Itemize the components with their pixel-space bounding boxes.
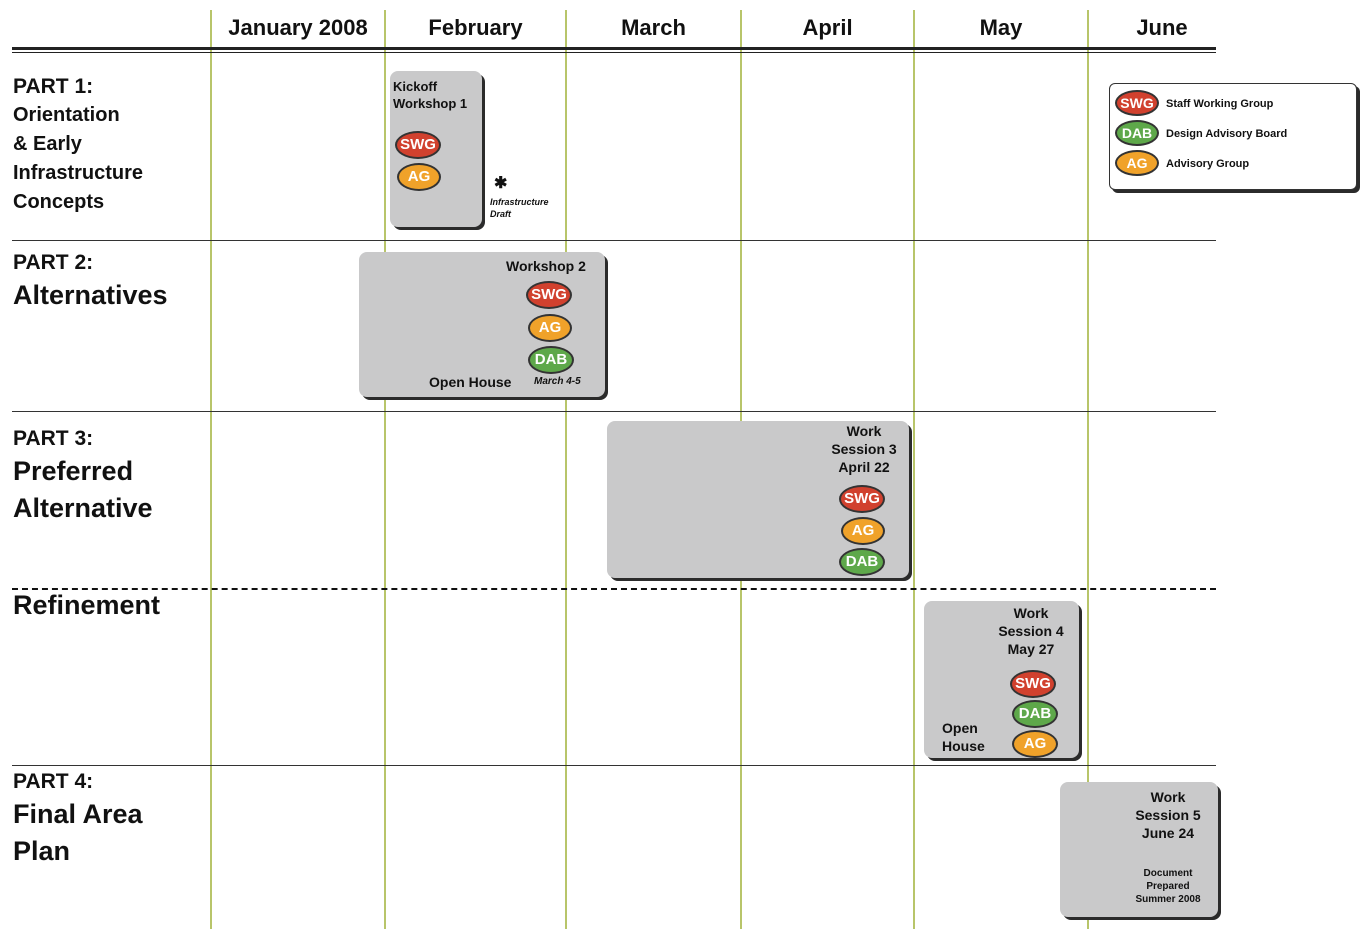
legend-box bbox=[1109, 83, 1357, 190]
row-label-part3 bbox=[13, 424, 153, 527]
part3-title-2: Alternative bbox=[13, 493, 153, 523]
legend-dab-label: Design Advisory Board bbox=[1166, 128, 1288, 140]
infrastructure-draft-label-2: Draft bbox=[490, 209, 512, 219]
workshop2-title: Workshop 2 bbox=[506, 258, 586, 274]
legend-dab-badge: DAB bbox=[1115, 120, 1159, 146]
session3-dab-badge: DAB bbox=[839, 548, 885, 576]
row-divider-3-dashed bbox=[12, 588, 1216, 590]
session4-open-house-1: Open bbox=[942, 720, 978, 736]
row-label-part2 bbox=[13, 248, 168, 314]
infrastructure-draft-label-1: Infrastructure bbox=[490, 197, 549, 207]
gridline-feb bbox=[384, 10, 386, 929]
month-header-mar: March bbox=[621, 15, 686, 40]
row-divider-1 bbox=[12, 240, 1216, 241]
gridline-may bbox=[913, 10, 915, 929]
part3-title-1: Preferred bbox=[13, 456, 134, 486]
workshop2-swg-badge: SWG bbox=[526, 281, 572, 309]
row-label-refinement bbox=[13, 587, 160, 624]
kickoff-ag-badge: AG bbox=[397, 163, 441, 191]
workshop2-open-house: Open House bbox=[429, 374, 512, 390]
refinement-title: Refinement bbox=[13, 590, 161, 620]
infrastructure-draft-star-icon: ✱ bbox=[494, 175, 508, 192]
row-label-part4 bbox=[13, 767, 143, 870]
part4-title-2: Plan bbox=[13, 836, 71, 866]
kickoff-swg-badge: SWG bbox=[395, 131, 441, 159]
part4-title-1: Final Area bbox=[13, 799, 143, 829]
session4-ag-badge: AG bbox=[1012, 730, 1058, 758]
session3-line-2: Session 3 bbox=[831, 441, 897, 457]
kickoff-title-2: Workshop 1 bbox=[393, 96, 468, 111]
session4-dab-badge: DAB bbox=[1012, 700, 1058, 728]
kickoff-title-1: Kickoff bbox=[393, 79, 438, 94]
session4-open-house-2: House bbox=[942, 738, 985, 754]
session5-line-2: Session 5 bbox=[1135, 807, 1201, 823]
session4-line-1: Work bbox=[1013, 605, 1049, 621]
work-session-3-box bbox=[607, 421, 909, 578]
part2-title: Alternatives bbox=[13, 280, 168, 310]
session5-doc-3: Summer 2008 bbox=[1135, 894, 1201, 905]
month-header-jan: January 2008 bbox=[228, 15, 368, 40]
header-rule-top bbox=[12, 47, 1216, 50]
work-session-4-box bbox=[924, 601, 1079, 758]
legend-swg-badge: SWG bbox=[1115, 90, 1159, 116]
legend-ag-badge: AG bbox=[1115, 150, 1159, 176]
session5-line-1: Work bbox=[1150, 789, 1186, 805]
workshop2-ag-badge: AG bbox=[528, 314, 572, 342]
gridline-jan bbox=[210, 10, 212, 929]
month-header-apr: April bbox=[802, 15, 853, 40]
session3-ag-badge: AG bbox=[841, 517, 885, 545]
session4-swg-badge: SWG bbox=[1010, 670, 1056, 698]
part1-line-1: Orientation bbox=[13, 104, 120, 126]
part3-heading: PART 3: bbox=[13, 427, 94, 450]
workshop2-box bbox=[359, 252, 605, 397]
row-divider-4 bbox=[12, 765, 1216, 766]
session4-line-2: Session 4 bbox=[998, 623, 1064, 639]
legend-ag-label: Advisory Group bbox=[1166, 158, 1250, 170]
row-label-part1 bbox=[13, 72, 143, 217]
session3-line-3: April 22 bbox=[838, 459, 890, 475]
month-header-jun: June bbox=[1136, 15, 1188, 40]
session3-line-1: Work bbox=[846, 423, 882, 439]
workshop2-date: March 4-5 bbox=[534, 376, 581, 387]
work-session-5-box bbox=[1060, 782, 1218, 917]
workshop2-dab-badge: DAB bbox=[528, 346, 574, 374]
part1-heading: PART 1: bbox=[13, 75, 94, 98]
row-divider-2 bbox=[12, 411, 1216, 412]
kickoff-workshop-box bbox=[390, 71, 482, 227]
legend-swg-label: Staff Working Group bbox=[1166, 98, 1274, 110]
session5-doc-1: Document bbox=[1143, 868, 1193, 879]
gridline-mar bbox=[565, 10, 567, 929]
part4-heading: PART 4: bbox=[13, 770, 94, 793]
part1-line-2: & Early bbox=[13, 133, 82, 155]
session3-swg-badge: SWG bbox=[839, 485, 885, 513]
session4-line-3: May 27 bbox=[1007, 641, 1055, 657]
session5-doc-2: Prepared bbox=[1146, 881, 1190, 892]
month-header-may: May bbox=[979, 15, 1023, 40]
session5-line-3: June 24 bbox=[1141, 825, 1195, 841]
header-rule-bottom bbox=[12, 52, 1216, 53]
part1-line-4: Concepts bbox=[13, 191, 105, 213]
part2-heading: PART 2: bbox=[13, 251, 94, 274]
month-header-feb: February bbox=[428, 15, 523, 40]
part1-line-3: Infrastructure bbox=[13, 162, 144, 184]
